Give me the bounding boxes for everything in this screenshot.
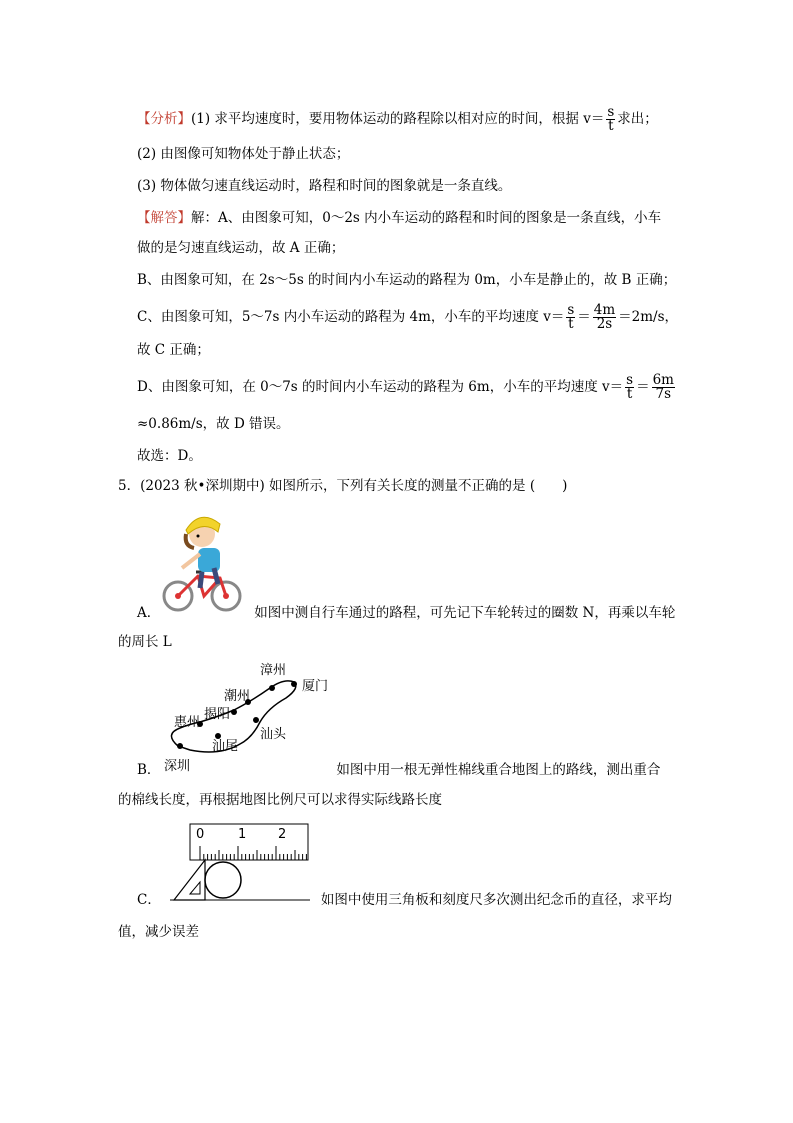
option-c-line-1 <box>137 890 672 910</box>
solution-line-c1 <box>137 304 678 331</box>
option-a-label: A． <box>137 605 161 621</box>
option-b-line-2: 的棉线长度，再根据地图比例尺可以求得实际线路长度 <box>118 792 442 808</box>
ruler-tick-label: 1 <box>238 827 247 842</box>
option-a-line-1 <box>137 603 675 623</box>
option-a-text: 如图中测自行车通过的路程，可先记下车轮转过的圈数 N，再乘以车轮 <box>254 605 676 621</box>
bicycle-icon <box>160 506 246 614</box>
solution-line-a1 <box>137 208 661 228</box>
solution-line-d1 <box>137 374 677 401</box>
solution-text-a1: 解：A、由图象可知，0～2s 内小车运动的路程和时间的图象是一条直线，小车 <box>191 210 662 226</box>
cyclist-image <box>160 506 246 618</box>
solution-line-b: B、由图象可知，在 2s～5s 的时间内小车运动的路程为 0m，小车是静止的，故 B 正确； <box>137 272 677 288</box>
option-b-label: B． <box>137 762 161 778</box>
analysis-line-1 <box>137 106 658 133</box>
solution-line-c2: 故 C 正确； <box>137 342 210 358</box>
map-city-label: 厦门 <box>302 679 329 694</box>
option-b-text: 如图中用一根无弹性棉线重合地图上的路线，测出重合 <box>336 762 661 778</box>
question-stem: 5．(2023 秋•深圳期中) 如图所示，下列有关长度的测量不正确的是 ( ) <box>118 478 568 494</box>
analysis-line-3: (3) 物体做匀速直线运动时，路程和时间的图象就是一条直线。 <box>137 178 512 194</box>
fraction: $\frac{s}{t}$ <box>626 372 634 402</box>
analysis-tag: 【分析】 <box>137 111 191 127</box>
analysis-line-2: (2) 由图像可知物体处于静止状态； <box>137 146 350 162</box>
solution-text-c1: C、由图象可知，5～7s 内小车运动的路程为 4m，小车的平均速度 v＝ <box>137 309 565 325</box>
map-city-label: 潮州 <box>224 689 251 704</box>
option-b-line-1 <box>137 760 660 780</box>
ruler-tick-label: 2 <box>278 827 287 842</box>
map-city-label: 深圳 <box>164 759 191 774</box>
solution-tag: 【解答】 <box>137 210 191 226</box>
fraction: $\frac{s}{t}$ <box>567 302 575 332</box>
solution-answer: 故选：D。 <box>137 448 202 464</box>
equals: ＝ <box>636 379 650 395</box>
solution-text-c-end: ＝2m/s， <box>618 309 679 325</box>
map-city-label: 漳州 <box>260 663 287 678</box>
analysis-text-1: (1) 求平均速度时，要用物体运动的路程除以相对应的时间，根据 v＝ <box>191 111 605 127</box>
solution-text-d1: D、由图象可知，在 0～7s 的时间内小车运动的路程为 6m，小车的平均速度 v＝ <box>137 379 624 395</box>
solution-line-d2: ≈0.86m/s，故 D 错误。 <box>137 416 290 432</box>
map-city-label: 汕头 <box>260 727 287 742</box>
route-map-svg <box>160 658 340 776</box>
analysis-text-1-end: 求出； <box>617 111 658 127</box>
option-c-line-2: 值，减少误差 <box>118 924 199 940</box>
fraction: $\frac{4m}{2s}$ <box>593 302 616 332</box>
map-city-label: 汕尾 <box>212 739 239 754</box>
option-c-text: 如图中使用三角板和刻度尺多次测出纪念币的直径，求平均 <box>320 892 672 908</box>
option-a-line-2: 的周长 L <box>118 634 172 650</box>
equals: ＝ <box>577 309 591 325</box>
option-c-label: C． <box>137 892 161 908</box>
fraction: $\frac{6m}{7s}$ <box>652 372 674 402</box>
map-city-label: 惠州 <box>174 715 201 730</box>
fraction: $\frac{s}{t}$ <box>607 104 615 134</box>
ruler-tick-label: 0 <box>196 827 205 842</box>
map-city-label: 揭阳 <box>204 707 231 722</box>
solution-line-a2: 做的是匀速直线运动，故 A 正确； <box>137 240 345 256</box>
